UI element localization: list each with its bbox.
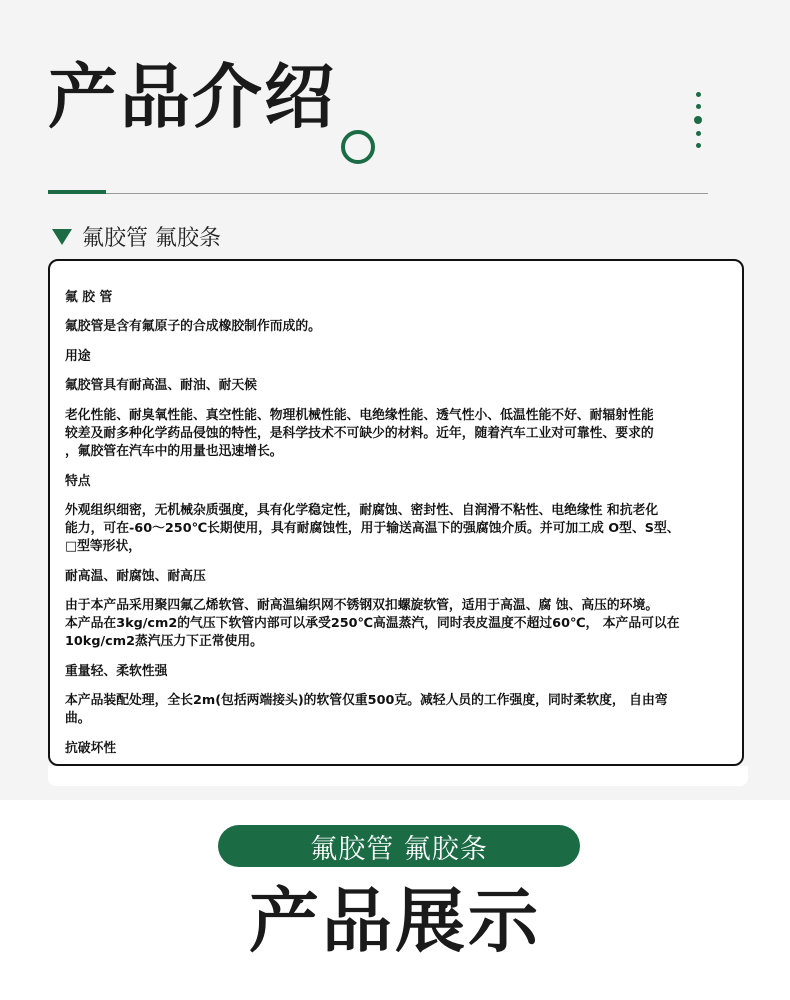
paragraph: 外观组织细密，无机械杂质强度，具有化学稳定性，耐腐蚀、密封性、自润滑不粘性、电绝缘性 和抗老化 能力，可在-60～250℃长期使用，具有耐腐蚀性，用于输送高温下的强腐蚀介质。并可加工成 O型、S型、 □型等形状， — [65, 503, 680, 554]
pill-label: 氟胶管 氟胶条 — [310, 833, 488, 865]
heading: 抗破坏性 — [65, 741, 117, 756]
paragraph: 由于本产品采用聚四氟乙烯软管、耐高温编织网不锈钢双扣螺旋软管，适用于高温、腐 蚀、高压的环境。 本产品在3kg/cm2的气压下软管内部可以承受250℃高温蒸汽，同时表皮温度不超过60℃， 本产品可以在 10kg/cm2蒸汽压力下正常使用。 — [65, 598, 680, 649]
circle-ring-icon — [341, 130, 375, 164]
vertical-dots-icon — [694, 92, 702, 148]
dot — [696, 131, 701, 136]
product-label-pill — [218, 825, 580, 867]
heading: 特点 — [65, 474, 91, 489]
divider-accent — [48, 190, 106, 194]
box-bottom-tab — [48, 766, 748, 786]
heading: 氟 胶 管 — [65, 290, 113, 305]
subtitle-row — [52, 221, 221, 252]
page-title: 产品介绍 — [48, 56, 336, 138]
dot — [694, 116, 702, 124]
heading: 重量轻、柔软性强 — [65, 664, 168, 679]
paragraph: 本产品装配处理，全长2m(包括两端接头)的软管仅重500克。减轻人员的工作强度，同时柔软度， 自由弯 曲。 — [65, 693, 668, 726]
dot — [696, 104, 701, 109]
dot — [696, 92, 701, 97]
triangle-down-icon — [52, 229, 72, 245]
heading: 耐高温、耐腐蚀、耐高压 — [65, 569, 206, 584]
paragraph: 老化性能、耐臭氧性能、真空性能、物理机械性能、电绝缘性能、透气性小、低温性能不好、耐辐射性能 较差及耐多种化学药品侵蚀的特性，是科学技术不可缺少的材料。近年，随着汽车工业对可靠性、要求的 ，氟胶管在汽车中的用量也迅速增长。 — [65, 408, 654, 459]
dot — [696, 143, 701, 148]
paragraph: 氟胶管是含有氟原子的合成橡胶制作而成的。 — [65, 319, 321, 334]
divider-line — [48, 193, 708, 194]
showcase-title: 产品展示 — [249, 880, 541, 962]
product-description-box — [48, 259, 744, 766]
paragraph: 氟胶管具有耐高温、耐油、耐天候 — [65, 378, 257, 393]
subtitle: 氟胶管 氟胶条 — [82, 226, 221, 251]
heading: 用途 — [65, 349, 91, 364]
